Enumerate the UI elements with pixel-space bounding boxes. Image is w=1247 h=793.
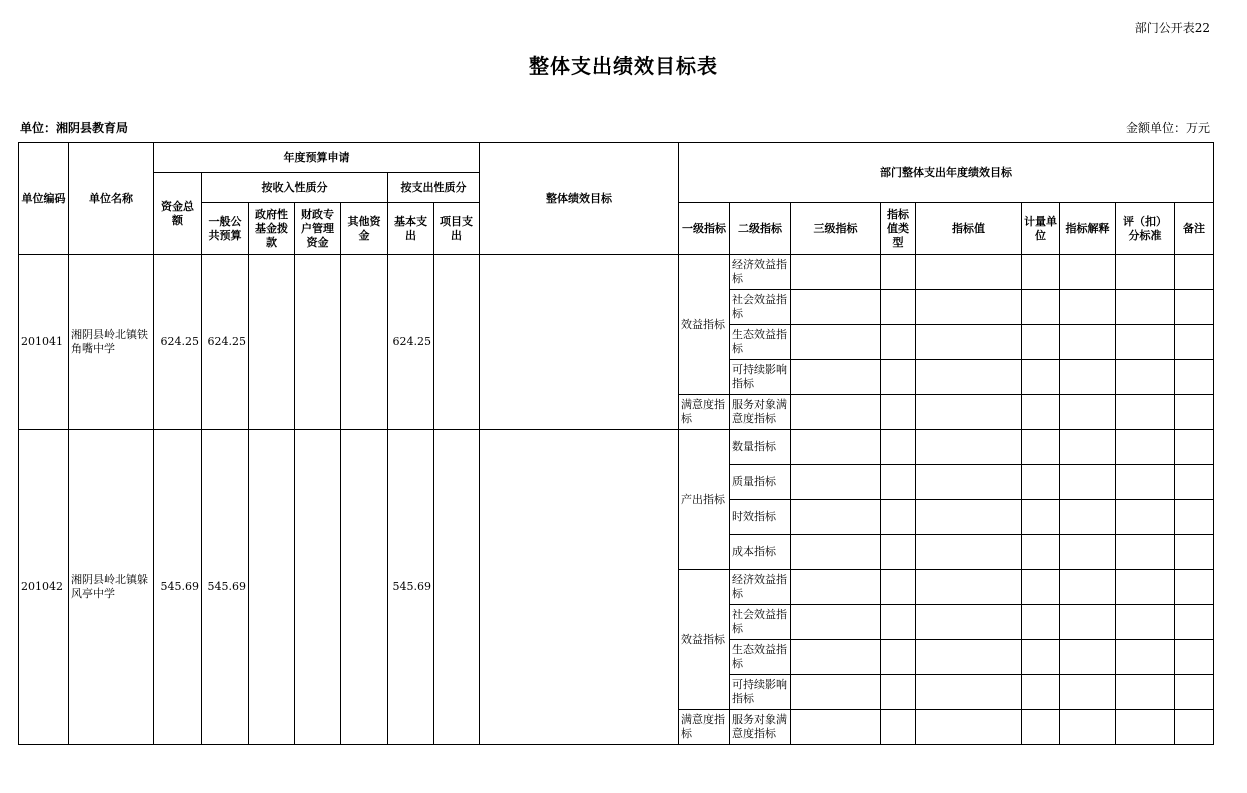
cell-scoring [1116, 605, 1175, 640]
cell-value-type [881, 325, 916, 360]
cell-remark [1175, 605, 1214, 640]
cell-indicator-value [916, 640, 1022, 675]
cell-level2: 经济效益指标 [730, 570, 791, 605]
header-measure-unit: 计量单位 [1022, 203, 1060, 255]
cell-indicator-explain [1060, 465, 1116, 500]
cell-level3 [791, 675, 881, 710]
cell-level2: 服务对象满意度指标 [730, 395, 791, 430]
cell-total-funds: 624.25 [154, 255, 202, 430]
cell-level2: 可持续影响指标 [730, 675, 791, 710]
cell-level3 [791, 325, 881, 360]
cell-basic-expense: 624.25 [388, 255, 434, 430]
cell-measure-unit [1022, 255, 1060, 290]
cell-remark [1175, 465, 1214, 500]
cell-level3 [791, 395, 881, 430]
cell-overall-goal [480, 255, 679, 430]
cell-measure-unit [1022, 395, 1060, 430]
cell-level3 [791, 290, 881, 325]
cell-scoring [1116, 570, 1175, 605]
cell-level1: 效益指标 [679, 570, 730, 710]
cell-indicator-value [916, 605, 1022, 640]
cell-remark [1175, 395, 1214, 430]
cell-level2: 生态效益指标 [730, 640, 791, 675]
cell-overall-goal [480, 430, 679, 745]
cell-remark [1175, 430, 1214, 465]
cell-indicator-value [916, 360, 1022, 395]
cell-remark [1175, 675, 1214, 710]
cell-level3 [791, 255, 881, 290]
header-unit-code: 单位编码 [19, 143, 69, 255]
cell-measure-unit [1022, 360, 1060, 395]
cell-level2: 质量指标 [730, 465, 791, 500]
cell-indicator-value [916, 570, 1022, 605]
cell-level3 [791, 535, 881, 570]
header-unit-name: 单位名称 [69, 143, 154, 255]
cell-scoring [1116, 290, 1175, 325]
cell-unit-code: 201041 [19, 255, 69, 430]
cell-value-type [881, 640, 916, 675]
cell-remark [1175, 570, 1214, 605]
header-gov-fund: 政府性基金拨款 [249, 203, 295, 255]
cell-other-funds [341, 255, 388, 430]
cell-value-type [881, 570, 916, 605]
cell-indicator-value [916, 325, 1022, 360]
cell-total-funds: 545.69 [154, 430, 202, 745]
cell-value-type [881, 465, 916, 500]
cell-indicator-explain [1060, 430, 1116, 465]
cell-indicator-explain [1060, 255, 1116, 290]
cell-measure-unit [1022, 465, 1060, 500]
header-other-funds: 其他资金 [341, 203, 388, 255]
cell-level3 [791, 710, 881, 745]
cell-indicator-explain [1060, 605, 1116, 640]
cell-indicator-explain [1060, 325, 1116, 360]
unit-label: 单位：湘阴县教育局 [20, 121, 129, 135]
cell-gov-fund [249, 255, 295, 430]
cell-indicator-value [916, 535, 1022, 570]
header-dept-goal: 部门整体支出年度绩效目标 [679, 143, 1214, 203]
cell-indicator-explain [1060, 290, 1116, 325]
cell-scoring [1116, 675, 1175, 710]
header-remark: 备注 [1175, 203, 1214, 255]
cell-level3 [791, 570, 881, 605]
performance-goal-table [18, 142, 1214, 745]
cell-scoring [1116, 255, 1175, 290]
cell-indicator-value [916, 710, 1022, 745]
cell-indicator-value [916, 465, 1022, 500]
header-by-expense: 按支出性质分 [388, 173, 480, 203]
cell-indicator-value [916, 675, 1022, 710]
cell-general-budget: 624.25 [202, 255, 249, 430]
cell-level2: 生态效益指标 [730, 325, 791, 360]
cell-measure-unit [1022, 570, 1060, 605]
cell-measure-unit [1022, 290, 1060, 325]
header-general-budget: 一般公共预算 [202, 203, 249, 255]
cell-measure-unit [1022, 535, 1060, 570]
cell-value-type [881, 535, 916, 570]
cell-scoring [1116, 395, 1175, 430]
cell-level2: 服务对象满意度指标 [730, 710, 791, 745]
cell-project-expense [434, 255, 480, 430]
cell-value-type [881, 395, 916, 430]
cell-level1: 满意度指标 [679, 395, 730, 430]
cell-measure-unit [1022, 500, 1060, 535]
cell-level2: 可持续影响指标 [730, 360, 791, 395]
cell-value-type [881, 290, 916, 325]
page-title: 整体支出绩效目标表 [529, 54, 718, 78]
cell-level3 [791, 500, 881, 535]
cell-scoring [1116, 535, 1175, 570]
cell-level3 [791, 360, 881, 395]
cell-measure-unit [1022, 675, 1060, 710]
header-total-funds: 资金总额 [154, 173, 202, 255]
cell-general-budget: 545.69 [202, 430, 249, 745]
cell-level1: 满意度指标 [679, 710, 730, 745]
cell-basic-expense: 545.69 [388, 430, 434, 745]
amount-unit-label: 金额单位：万元 [1125, 121, 1210, 135]
cell-remark [1175, 255, 1214, 290]
header-project-expense: 项目支出 [434, 203, 480, 255]
form-number: 部门公开表22 [1134, 21, 1210, 35]
cell-level1: 效益指标 [679, 255, 730, 395]
cell-level3 [791, 465, 881, 500]
cell-scoring [1116, 360, 1175, 395]
cell-remark [1175, 500, 1214, 535]
cell-indicator-explain [1060, 710, 1116, 745]
table-row [19, 430, 1214, 465]
cell-value-type [881, 605, 916, 640]
cell-level2: 社会效益指标 [730, 605, 791, 640]
table-row [19, 255, 1214, 290]
cell-scoring [1116, 710, 1175, 745]
cell-scoring [1116, 430, 1175, 465]
cell-indicator-explain [1060, 395, 1116, 430]
cell-measure-unit [1022, 710, 1060, 745]
cell-remark [1175, 325, 1214, 360]
cell-indicator-value [916, 290, 1022, 325]
cell-measure-unit [1022, 325, 1060, 360]
header-scoring: 评（扣）分标准 [1116, 203, 1175, 255]
cell-level3 [791, 430, 881, 465]
header-overall-goal: 整体绩效目标 [480, 143, 679, 255]
cell-indicator-value [916, 500, 1022, 535]
header-indicator-explain: 指标解释 [1060, 203, 1116, 255]
cell-unit-code: 201042 [19, 430, 69, 745]
cell-level3 [791, 640, 881, 675]
cell-measure-unit [1022, 640, 1060, 675]
cell-scoring [1116, 500, 1175, 535]
cell-indicator-explain [1060, 675, 1116, 710]
cell-measure-unit [1022, 605, 1060, 640]
cell-special-account [295, 430, 341, 745]
cell-indicator-value [916, 255, 1022, 290]
cell-level2: 社会效益指标 [730, 290, 791, 325]
cell-value-type [881, 710, 916, 745]
cell-value-type [881, 675, 916, 710]
header-level3: 三级指标 [791, 203, 881, 255]
cell-value-type [881, 255, 916, 290]
cell-unit-name: 湘阴县岭北镇躲风亭中学 [69, 430, 154, 745]
cell-gov-fund [249, 430, 295, 745]
header-level1: 一级指标 [679, 203, 730, 255]
header-special-account: 财政专户管理资金 [295, 203, 341, 255]
cell-scoring [1116, 325, 1175, 360]
cell-scoring [1116, 640, 1175, 675]
cell-level2: 成本指标 [730, 535, 791, 570]
cell-indicator-explain [1060, 570, 1116, 605]
cell-scoring [1116, 465, 1175, 500]
cell-value-type [881, 500, 916, 535]
cell-indicator-explain [1060, 640, 1116, 675]
cell-remark [1175, 290, 1214, 325]
cell-indicator-explain [1060, 535, 1116, 570]
header-indicator-value: 指标值 [916, 203, 1022, 255]
cell-special-account [295, 255, 341, 430]
header-basic-expense: 基本支出 [388, 203, 434, 255]
cell-value-type [881, 360, 916, 395]
cell-indicator-value [916, 395, 1022, 430]
cell-remark [1175, 360, 1214, 395]
cell-level1: 产出指标 [679, 430, 730, 570]
cell-level2: 数量指标 [730, 430, 791, 465]
cell-remark [1175, 640, 1214, 675]
cell-level2: 经济效益指标 [730, 255, 791, 290]
header-level2: 二级指标 [730, 203, 791, 255]
header-value-type: 指标值类型 [881, 203, 916, 255]
cell-project-expense [434, 430, 480, 745]
cell-indicator-explain [1060, 500, 1116, 535]
header-by-income: 按收入性质分 [202, 173, 388, 203]
cell-other-funds [341, 430, 388, 745]
header-annual-budget: 年度预算申请 [154, 143, 480, 173]
cell-remark [1175, 535, 1214, 570]
cell-level2: 时效指标 [730, 500, 791, 535]
cell-value-type [881, 430, 916, 465]
cell-indicator-explain [1060, 360, 1116, 395]
cell-measure-unit [1022, 430, 1060, 465]
cell-level3 [791, 605, 881, 640]
cell-indicator-value [916, 430, 1022, 465]
cell-remark [1175, 710, 1214, 745]
cell-unit-name: 湘阴县岭北镇铁角嘴中学 [69, 255, 154, 430]
